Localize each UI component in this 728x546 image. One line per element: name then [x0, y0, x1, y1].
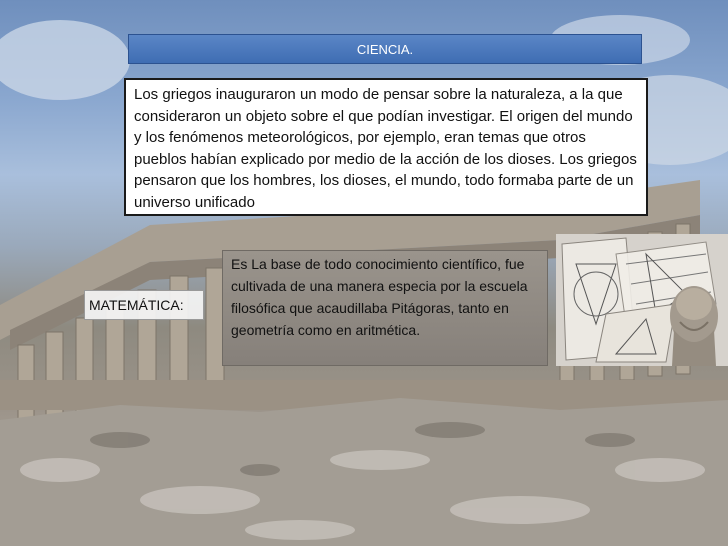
pythagoras-geometry-image: [556, 234, 728, 366]
intro-text-box: Los griegos inauguraron un modo de pensar sobre la naturaleza, a la que consideraron un objeto sobre el que podían investigar. El origen del mundo y los fenómenos meteorológicos, por ejemplo, eran temas que otros pueblos habían explicado por medio de la acción de los dioses. Los griegos pensaron que los hombres, los dioses, el mundo, todo formaba parte de un universo unificado: [124, 78, 648, 216]
mathematics-text-box: Es La base de todo conocimiento científico, fue cultivada de una manera especia por la escuela filosófica que acaudillaba Pitágoras, tanto en geometría como en aritmética.: [222, 250, 548, 366]
slide-title: CIENCIA.: [128, 34, 642, 64]
mathematics-label: MATEMÁTICA:: [84, 290, 204, 320]
